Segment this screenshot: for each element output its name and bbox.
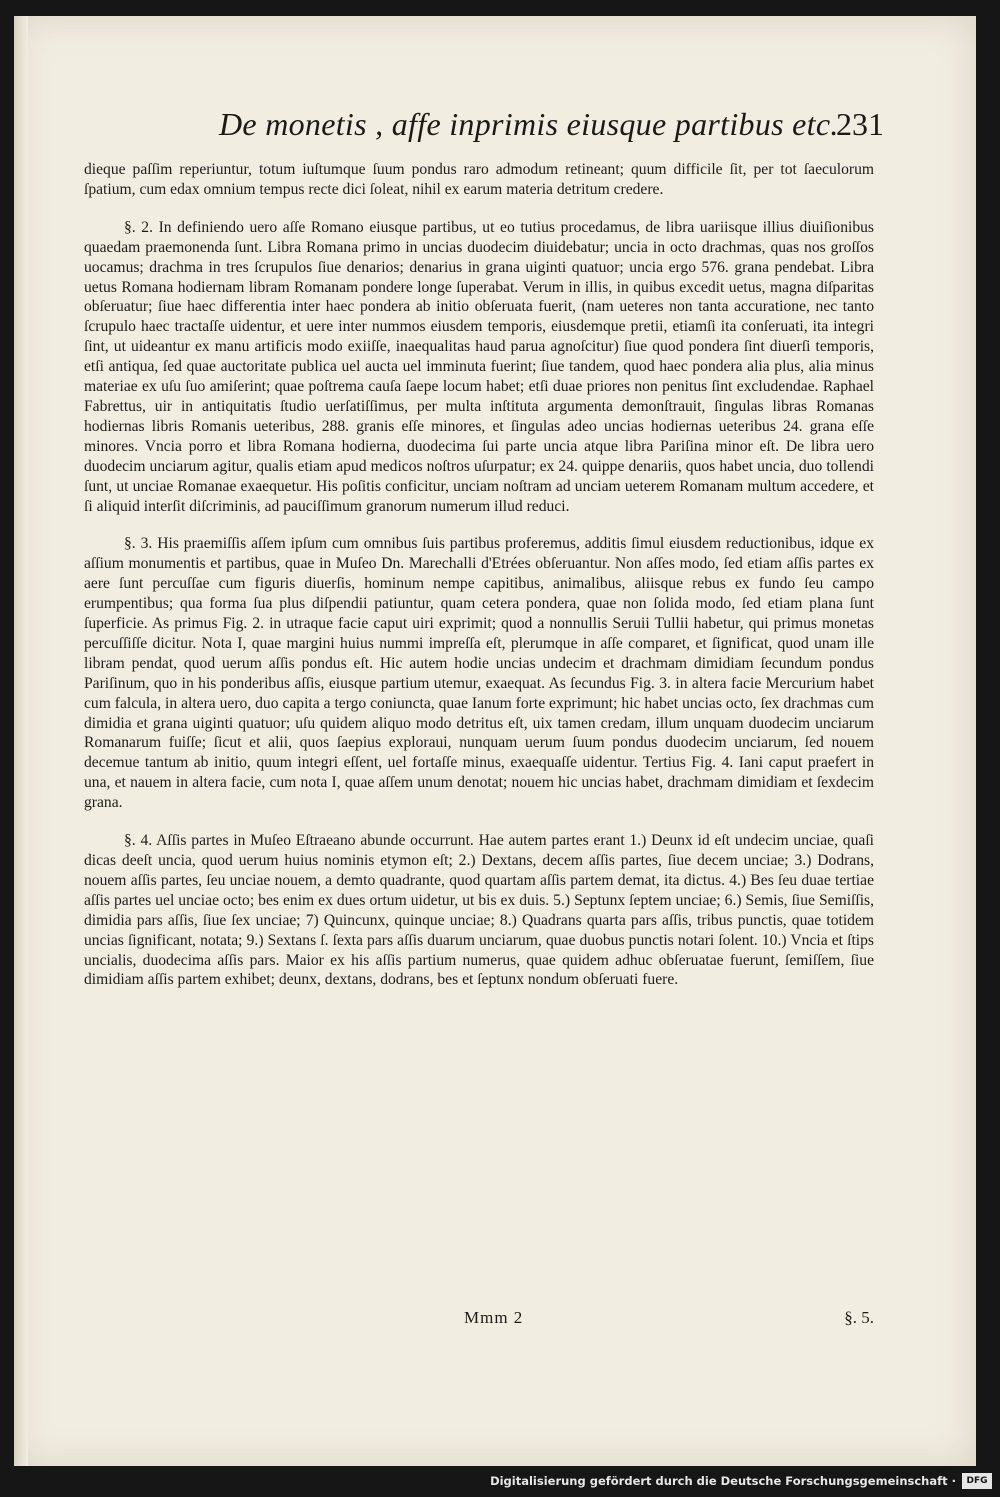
- page-gutter: [14, 16, 28, 1466]
- catchword: §. 5.: [844, 1308, 874, 1327]
- digitization-credit: Digitalisierung gefördert durch die Deutsche Forschungsgemeinschaft ·: [490, 1474, 956, 1488]
- paragraph-continuation: dieque paſſim reperiuntur, totum iuſtumque ſuum pondus raro admodum retineant; quum difficile ſit, per tot ſaeculorum ſpatium, cum edax omnium tempus recte dici ſoleat, nihil ex earum materia detritum credere.: [84, 161, 874, 198]
- book-page: [14, 16, 976, 1466]
- page-number: 231: [836, 106, 884, 142]
- paragraph-section-4: §. 4. Aſſis partes in Muſeo Eſtraeano abunde occurrunt. Hae autem partes erant 1.) Deunx id eſt undecim unciae, quaſi dicas deeſt uncia, quod uerum huius nominis etymon eſt; 2.) Dextans, decem aſſis partes, ſiue decem unciae; 3.) Dodrans, nouem aſſis partes, ſeu unciae nouem, a demto quadrante, quod quartam aſſis partem demat, ita dictus. 4.) Bes ſeu duae tertiae aſſis partes uel unciae octo; bes enim ex dues ortum uidetur, ut bis ex duis. 5.) Septunx ſeptem unciae; 6.) Semis, ſiue Semiſſis, dimidia pars aſſis, ſiue ſex unciae; 7) Quincunx, quinque unciae; 8.) Quadrans quarta pars aſſis, tribus punctis, quae totidem uncias ſignificant, notata; 9.) Sextans ſ. ſexta pars aſſis duarum unciarum, quae duobus punctis notari ſolent. 10.) Vncia et ſtips uncialis, duodecima aſſis pars. Maior ex his aſſis partium numerus, quae quidem adhuc obſeruatae fuerunt, ſemiſſem, ſiue dimidiam aſſis partem exhibet; deunx, dextans, dodrans, bes et ſeptunx nondum obſeruati fuere.: [84, 832, 874, 989]
- dfg-logo: DFG: [962, 1473, 992, 1489]
- running-title: De monetis , affe inprimis eiusque partibus etc.: [219, 106, 839, 142]
- paragraph-section-2: §. 2. In definiendo uero aſſe Romano eiusque partibus, ut eo tutius procedamus, de libra uariisque illius diuiſionibus quaedam praemonenda ſunt. Libra Romana primo in uncias duodecim diuidebatur; uncia in octo drachmas, quas nos groſſos uocamus; drachma in tres ſcrupulos ſiue denarios; denarius in grana uiginti quatuor; uncia ergo 576. grana pendebat. Libra uetus Romana hodiernam libram Romanam pondere longe ſuperabat. Verum in illis, in quibus excedit uetus, magna diſparitas obſeruatur; ſiue haec differentia inter haec pondera ab initio obſeruata fuerit, (nam ueteres non tanta accuratione, nec tanto ſcrupulo haec tractaſſe uidentur, et uere inter nummos eiusdem temporis, eiusdemque pretii, etiamſi ita conſeruati, ita integri ſint, ut uideantur ex manu artificis modo exiiſſe, inaequalitas haud parua agnoſcitur) ſiue quod pondera ſint diuerſi temporis, etſi antiqua, ſed quae auctoritate publica uel aucta uel imminuta fuerint; ſiue tandem, quod haec pondera alia plus, alia minus materiae ex uſu ſuo amiſerint; quae poſtrema cauſa ſaepe locum habet; etſi duae priores non penitus ſint excludendae. Raphael Fabrettus, uir in antiquitatis ſtudio uerſatiſſimus, per multa inſtituta argumenta demonſtrauit, ſingulas libras Romanas hodiernas libris Romanis ueteribus, 288. granis eſſe minores, et ſingulas adeo uncias hodiernas ueteribus 24. grana eſſe minores. Vncia porro et libra Romana hodierna, duodecima ſui parte uncia atque libra Pariſina minor eſt. De libra uero duodecim unciarum agitur, qualis etiam apud medicos noſtros uſurpatur; ex 24. quippe denariis, quos habet uncia, duo tollendi ſunt, ut unciae Romanae exaequetur. His poſitis conficitur, unciam noſtram ad unciam ueterem Romanam multum accedere, et ſi aliquid interſit diſcriminis, ad pauciſſimum granorum numerum illud reduci.: [84, 218, 874, 515]
- running-head: [104, 106, 884, 150]
- signature-mark: Mmm 2: [464, 1308, 524, 1327]
- credit-bar: [0, 1466, 1000, 1497]
- paragraph-section-3: §. 3. His praemiſſis aſſem ipſum cum omnibus ſuis partibus proferemus, additis ſimul eiusdem reductionibus, idque ex aſſium monumentis et partibus, quae in Muſeo Dn. Marechalli d'Etrées obſeruantur. Non aſſes modo, ſed etiam aſſis partes ex aere ſunt percuſſae cum figuris diuerſis, hominum nempe capitibus, animalibus, aliisque rebus ex fundo ſeu campo erumpentibus; qua forma ſua plus diſpendii patiuntur, quam cetera pondera, quae non ſolida modo, ſed etiam plana ſunt ſuperficie. As primus Fig. 2. in utraque facie caput uiri exprimit; quod a nonnullis Seruii Tullii habetur, qui primus monetas percuſſiſſe dicitur. Nota I, quae margini huius nummi impreſſa eſt, plerumque in aſſe comparet, et ſignificat, quod unam ille libram pendat, quod uerum aſſis pondus eſt. Hic autem hodie uncias undecim et drachmam dimidiam ſecundum pondus Pariſinum, quo in his ponderibus aſſis, eiusque partium utemur, exaequat. As ſecundus Fig. 3. in altera facie Mercurium habet cum falcula, in altera uero, duo capita a tergo coniuncta, quae Ianum forte exprimunt; hic habet uncias octo, ſex drachmas cum dimidia et grana uiginti quatuor; uſu quidem aliquo modo detritus eſt, uix tamen credam, illum unquam duodecim unciarum Romanarum fuiſſe; ſicut et alii, quos ſaepius exploraui, nunquam uerum ſuum pondus duodecim unciarum, ſed nouem decemue tantum ab initio, quum integri eſſent, uel fortaſſe minus, exaequaſſe uidentur. Tertius Fig. 4. Iani caput praefert in una, et nauem in altera facie, cum nota I, quae aſſem unum denotat; nouem hic uncias habet, drachmam dimidiam et ſexdecim grana.: [84, 535, 874, 812]
- body-text: [84, 160, 874, 1008]
- page-footer: [84, 1308, 874, 1332]
